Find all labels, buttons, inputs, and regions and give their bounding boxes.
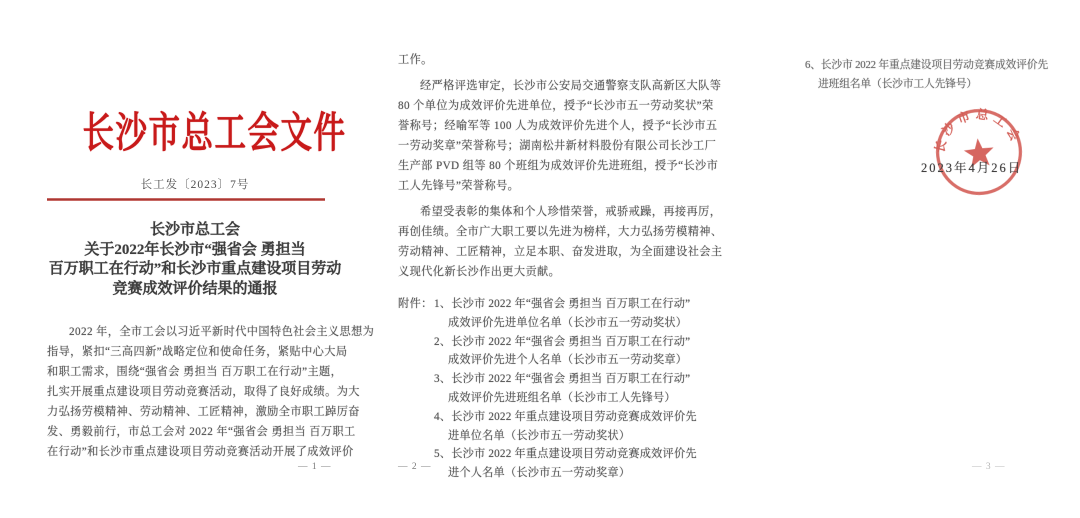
seal-date: 2023年4月26日 bbox=[921, 161, 1023, 175]
attachment-item bbox=[434, 370, 697, 408]
body-line: 义现代化新长沙作出更大贡献。 bbox=[398, 266, 561, 278]
body-line: 在行动”和长沙市重点建设项目劳动竞赛活动开展了成效评价 bbox=[47, 446, 354, 458]
body-line: 工人先锋号”荣誉称号。 bbox=[398, 180, 520, 192]
attachment-item-6-line: 进班组名单（长沙市工人先锋号） bbox=[818, 78, 977, 90]
official-seal bbox=[928, 101, 1029, 202]
attachment-num: 4、 bbox=[434, 410, 452, 423]
body-paragraphs-p2 bbox=[398, 50, 723, 483]
attachment-num: 2、 bbox=[434, 335, 452, 348]
attachment-item bbox=[434, 333, 697, 371]
paragraph-awards bbox=[398, 76, 722, 196]
attachments-label: 附件： bbox=[398, 298, 433, 310]
attachment-num: 1、 bbox=[434, 298, 452, 310]
red-letterhead: 长沙市总工会文件 bbox=[82, 111, 347, 157]
attachment-list bbox=[398, 295, 698, 483]
doc-number: 长工发〔2023〕7号 bbox=[140, 179, 250, 191]
body-line: 工作。 bbox=[398, 54, 433, 66]
attachment-item-6-line: 6、长沙市 2022 年重点建设项目劳动竞赛成效评价先 bbox=[805, 59, 1048, 71]
attachment-text: 长沙市 2022 年重点建设项目劳动竞赛成效评价先 bbox=[451, 448, 697, 461]
attachment-item bbox=[434, 295, 697, 333]
body-line: 劳动精神、工匠精神，立足本职、奋发进取，为全面建设社会主 bbox=[398, 246, 723, 258]
body-line: 誉称号；经喻军等 100 人为成效评价先进个人，授予“长沙市五 bbox=[398, 120, 718, 132]
body-paragraph-p3 bbox=[805, 56, 1055, 94]
attachment-item bbox=[434, 408, 697, 446]
seal-org-text: 长沙市总工会 bbox=[932, 106, 1025, 155]
attachment-num: 5、 bbox=[434, 448, 452, 461]
body-line: 发、勇毅前行，市总工会对 2022 年“强省会 勇担当 百万职工 bbox=[47, 426, 356, 438]
body-line: 力弘扬劳模精神、劳动精神、工匠精神，激励全市职工踔厉奋 bbox=[47, 406, 360, 418]
red-rule bbox=[47, 198, 325, 201]
body-line: 和职工需求，围绕“强省会 勇担当 百万职工在行动”主题， bbox=[47, 366, 343, 378]
doc-title-line: 长沙市总工会 bbox=[149, 222, 240, 238]
doc-title-line: 关于2022年长沙市“强省会 勇担当 bbox=[84, 241, 306, 258]
attachment-text: 进单位名单（长沙市五一劳动奖状） bbox=[448, 429, 631, 442]
attachment-text: 长沙市 2022 年重点建设项目劳动竞赛成效评价先 bbox=[451, 410, 697, 423]
doc-title bbox=[33, 221, 357, 299]
attachment-text: 成效评价先进个人名单（长沙市五一劳动奖章） bbox=[448, 354, 688, 367]
attachment-text: 进个人名单（长沙市五一劳动奖章） bbox=[448, 467, 631, 480]
doc-title-line: 竞赛成效评价结果的通报 bbox=[112, 280, 278, 297]
page-number-1: — 1 — bbox=[298, 462, 332, 472]
body-line: 经严格评选审定，长沙市公安局交通警察支队高新区大队等 bbox=[420, 80, 722, 92]
attachment-text: 长沙市 2022 年“强省会 勇担当 百万职工在行动” bbox=[451, 335, 691, 348]
body-paragraph-p1 bbox=[47, 322, 375, 462]
body-line: 一劳动奖章”荣誉称号；湖南松井新材料股份有限公司长沙工厂 bbox=[398, 140, 717, 152]
attachment-num: 3、 bbox=[434, 373, 452, 386]
body-line: 生产部 PVD 组等 80 个班组为成效评价先进班组，授予“长沙市 bbox=[398, 160, 719, 172]
body-line: 80 个单位为成效评价先进单位，授予“长沙市五一劳动奖状”荣 bbox=[398, 100, 714, 112]
paragraph-hope bbox=[398, 202, 723, 282]
attachment-text: 成效评价先进班组名单（长沙市工人先锋号） bbox=[448, 391, 676, 404]
body-line: 2022 年，全市工会以习近平新时代中国特色社会主义思想为 bbox=[69, 326, 375, 338]
page-number-2: — 2 — bbox=[398, 462, 432, 472]
body-line: 指导，紧扣“三高四新”战略定位和使命任务，紧贴中心大局 bbox=[47, 346, 348, 358]
attachment-text: 成效评价先进单位名单（长沙市五一劳动奖状） bbox=[448, 316, 688, 329]
attachment-text: 长沙市 2022 年“强省会 勇担当 百万职工在行动” bbox=[451, 373, 691, 386]
body-line: 再创佳绩。全市广大职工要以先进为榜样，大力弘扬劳模精神、 bbox=[398, 226, 723, 238]
page-number-3: — 3 — bbox=[972, 462, 1006, 472]
attachment-text: 长沙市 2022 年“强省会 勇担当 百万职工在行动” bbox=[451, 298, 691, 310]
doc-title-line: 百万职工在行动”和长沙市重点建设项目劳动 bbox=[48, 261, 342, 277]
body-line: 扎实开展重点建设项目劳动竞赛活动，取得了良好成绩。为大 bbox=[47, 386, 360, 398]
attachment-item bbox=[434, 445, 697, 483]
body-line: 希望受表彰的集体和个人珍惜荣誉，戒骄戒躁，再接再厉， bbox=[420, 206, 722, 218]
